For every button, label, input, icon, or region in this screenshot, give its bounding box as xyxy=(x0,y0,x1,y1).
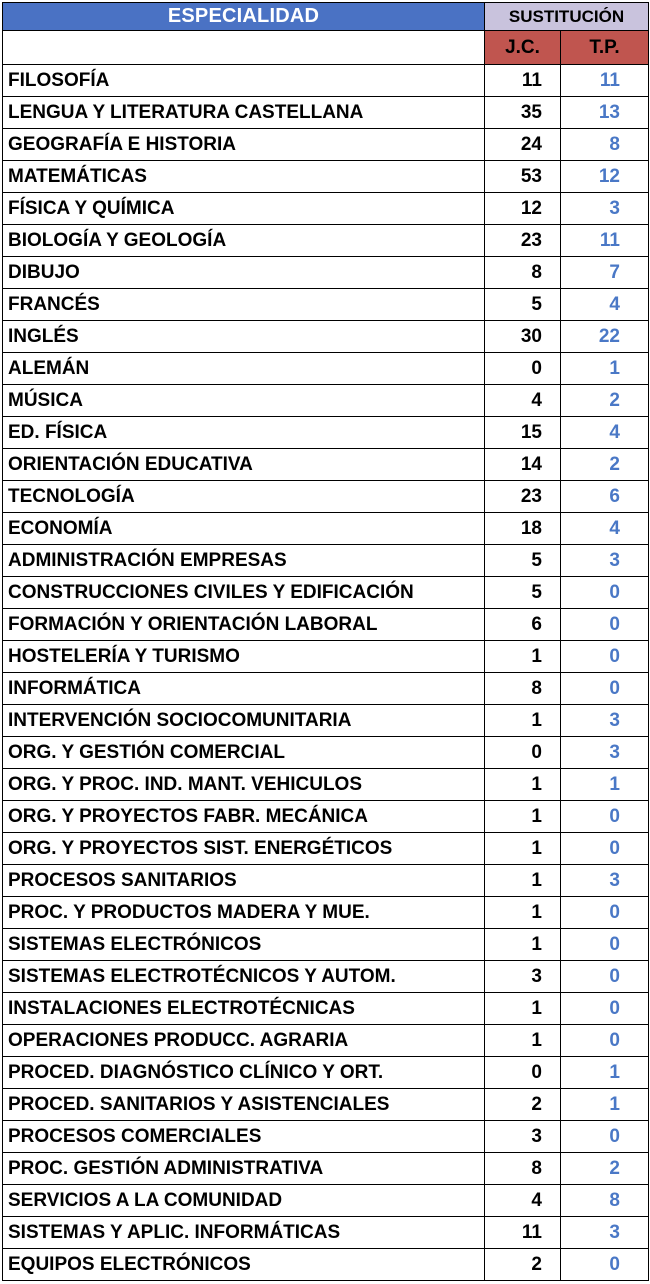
table-row xyxy=(3,225,649,257)
jc-header[interactable]: J.C. xyxy=(485,31,561,65)
tp-cell[interactable]: 7 xyxy=(561,257,649,289)
tp-cell[interactable]: 0 xyxy=(561,1249,649,1281)
tp-cell[interactable]: 22 xyxy=(561,321,649,353)
especialidad-cell[interactable]: SISTEMAS ELECTRÓNICOS xyxy=(3,929,485,961)
jc-cell[interactable]: 18 xyxy=(485,513,561,545)
jc-cell[interactable]: 3 xyxy=(485,1121,561,1153)
jc-cell[interactable]: 2 xyxy=(485,1249,561,1281)
especialidad-cell[interactable]: SISTEMAS Y APLIC. INFORMÁTICAS xyxy=(3,1217,485,1249)
table-row xyxy=(3,673,649,705)
table-row xyxy=(3,577,649,609)
especialidad-cell[interactable]: ORIENTACIÓN EDUCATIVA xyxy=(3,449,485,481)
especialidad-cell[interactable]: TECNOLOGÍA xyxy=(3,481,485,513)
tp-cell[interactable]: 11 xyxy=(561,65,649,97)
tp-cell[interactable]: 3 xyxy=(561,705,649,737)
especialidad-cell[interactable]: GEOGRAFÍA E HISTORIA xyxy=(3,129,485,161)
especialidad-cell[interactable]: PROCESOS SANITARIOS xyxy=(3,865,485,897)
especialidad-cell[interactable]: MATEMÁTICAS xyxy=(3,161,485,193)
table-row xyxy=(3,801,649,833)
tp-cell[interactable]: 6 xyxy=(561,481,649,513)
jc-cell[interactable]: 23 xyxy=(485,481,561,513)
jc-cell[interactable]: 15 xyxy=(485,417,561,449)
tp-cell[interactable]: 4 xyxy=(561,289,649,321)
table-row xyxy=(3,193,649,225)
jc-cell[interactable]: 0 xyxy=(485,1057,561,1089)
tp-cell[interactable]: 11 xyxy=(561,225,649,257)
table-row xyxy=(3,481,649,513)
table-row xyxy=(3,865,649,897)
especialidad-cell[interactable]: PROCESOS COMERCIALES xyxy=(3,1121,485,1153)
table-row xyxy=(3,65,649,97)
tp-cell[interactable]: 0 xyxy=(561,801,649,833)
especialidad-cell[interactable]: EQUIPOS ELECTRÓNICOS xyxy=(3,1249,485,1281)
table-row xyxy=(3,961,649,993)
especialidad-cell[interactable]: PROCED. SANITARIOS Y ASISTENCIALES xyxy=(3,1089,485,1121)
jc-cell[interactable]: 24 xyxy=(485,129,561,161)
tp-cell[interactable]: 1 xyxy=(561,769,649,801)
especialidad-cell[interactable]: INFORMÁTICA xyxy=(3,673,485,705)
especialidad-cell[interactable]: ALEMÁN xyxy=(3,353,485,385)
jc-cell[interactable]: 8 xyxy=(485,257,561,289)
especialidad-cell[interactable]: ORG. Y PROC. IND. MANT. VEHICULOS xyxy=(3,769,485,801)
jc-cell[interactable]: 2 xyxy=(485,1089,561,1121)
especialidad-cell[interactable]: BIOLOGÍA Y GEOLOGÍA xyxy=(3,225,485,257)
tp-cell[interactable]: 0 xyxy=(561,833,649,865)
jc-cell[interactable]: 1 xyxy=(485,897,561,929)
jc-cell[interactable]: 3 xyxy=(485,961,561,993)
jc-cell[interactable]: 1 xyxy=(485,705,561,737)
jc-cell[interactable]: 5 xyxy=(485,577,561,609)
tp-cell[interactable]: 1 xyxy=(561,1089,649,1121)
tp-cell[interactable]: 1 xyxy=(561,1057,649,1089)
jc-cell[interactable]: 4 xyxy=(485,385,561,417)
jc-cell[interactable]: 23 xyxy=(485,225,561,257)
jc-cell[interactable]: 6 xyxy=(485,609,561,641)
table-row xyxy=(3,897,649,929)
jc-cell[interactable]: 11 xyxy=(485,1217,561,1249)
tp-cell[interactable]: 0 xyxy=(561,673,649,705)
especialidad-header[interactable]: ESPECIALIDAD xyxy=(3,3,485,31)
especialidad-cell[interactable]: PROC. GESTIÓN ADMINISTRATIVA xyxy=(3,1153,485,1185)
table-body xyxy=(3,65,649,1281)
table-row xyxy=(3,1121,649,1153)
tp-cell[interactable]: 4 xyxy=(561,513,649,545)
especialidad-cell[interactable]: FILOSOFÍA xyxy=(3,65,485,97)
tp-cell[interactable]: 2 xyxy=(561,1153,649,1185)
table-row xyxy=(3,737,649,769)
tp-cell[interactable]: 0 xyxy=(561,609,649,641)
jc-cell[interactable]: 1 xyxy=(485,769,561,801)
table-row xyxy=(3,161,649,193)
tp-cell[interactable]: 0 xyxy=(561,993,649,1025)
blank-header-cell[interactable] xyxy=(3,31,485,65)
especialidad-cell[interactable]: SERVICIOS A LA COMUNIDAD xyxy=(3,1185,485,1217)
table-row xyxy=(3,545,649,577)
especialidad-cell[interactable]: INTERVENCIÓN SOCIOCOMUNITARIA xyxy=(3,705,485,737)
tp-cell[interactable]: 0 xyxy=(561,641,649,673)
table-row xyxy=(3,1153,649,1185)
tp-cell[interactable]: 0 xyxy=(561,1025,649,1057)
table-row xyxy=(3,1217,649,1249)
especialidad-cell[interactable]: FRANCÉS xyxy=(3,289,485,321)
especialidad-cell[interactable]: LENGUA Y LITERATURA CASTELLANA xyxy=(3,97,485,129)
jc-cell[interactable]: 1 xyxy=(485,865,561,897)
jc-cell[interactable]: 11 xyxy=(485,65,561,97)
tp-cell[interactable]: 8 xyxy=(561,1185,649,1217)
especialidad-cell[interactable]: SISTEMAS ELECTROTÉCNICOS Y AUTOM. xyxy=(3,961,485,993)
jc-cell[interactable]: 1 xyxy=(485,929,561,961)
especialidad-cell[interactable]: INSTALACIONES ELECTROTÉCNICAS xyxy=(3,993,485,1025)
jc-cell[interactable]: 8 xyxy=(485,673,561,705)
tp-cell[interactable]: 0 xyxy=(561,897,649,929)
table-row xyxy=(3,129,649,161)
tp-cell[interactable]: 3 xyxy=(561,865,649,897)
table-row xyxy=(3,1057,649,1089)
table-row xyxy=(3,993,649,1025)
tp-cell[interactable]: 0 xyxy=(561,929,649,961)
tp-cell[interactable]: 8 xyxy=(561,129,649,161)
header-row xyxy=(3,3,649,31)
table-row xyxy=(3,1025,649,1057)
table-row xyxy=(3,1249,649,1281)
tp-cell[interactable]: 4 xyxy=(561,417,649,449)
especialidad-cell[interactable]: MÚSICA xyxy=(3,385,485,417)
table-row xyxy=(3,449,649,481)
jc-cell[interactable]: 53 xyxy=(485,161,561,193)
table-row xyxy=(3,257,649,289)
jc-cell[interactable]: 1 xyxy=(485,801,561,833)
table-row xyxy=(3,929,649,961)
jc-cell[interactable]: 5 xyxy=(485,289,561,321)
tp-header[interactable]: T.P. xyxy=(561,31,649,65)
especialidad-cell[interactable]: PROCED. DIAGNÓSTICO CLÍNICO Y ORT. xyxy=(3,1057,485,1089)
table-row xyxy=(3,641,649,673)
especialidad-cell[interactable]: ED. FÍSICA xyxy=(3,417,485,449)
tp-cell[interactable]: 3 xyxy=(561,737,649,769)
subheader-row xyxy=(3,31,649,65)
tp-cell[interactable]: 2 xyxy=(561,385,649,417)
jc-cell[interactable]: 35 xyxy=(485,97,561,129)
tp-cell[interactable]: 13 xyxy=(561,97,649,129)
table-row xyxy=(3,1185,649,1217)
table-row xyxy=(3,769,649,801)
table-row xyxy=(3,513,649,545)
especialidad-cell[interactable]: ECONOMÍA xyxy=(3,513,485,545)
tp-cell[interactable]: 0 xyxy=(561,1121,649,1153)
tp-cell[interactable]: 3 xyxy=(561,545,649,577)
especialidad-cell[interactable]: ORG. Y PROYECTOS SIST. ENERGÉTICOS xyxy=(3,833,485,865)
table-row xyxy=(3,97,649,129)
especialidad-cell[interactable]: ORG. Y GESTIÓN COMERCIAL xyxy=(3,737,485,769)
tp-cell[interactable]: 0 xyxy=(561,577,649,609)
especialidad-cell[interactable]: FÍSICA Y QUÍMICA xyxy=(3,193,485,225)
jc-cell[interactable]: 0 xyxy=(485,737,561,769)
especialidad-cell[interactable]: PROC. Y PRODUCTOS MADERA Y MUE. xyxy=(3,897,485,929)
table-row xyxy=(3,417,649,449)
especialidad-cell[interactable]: FORMACIÓN Y ORIENTACIÓN LABORAL xyxy=(3,609,485,641)
tp-cell[interactable]: 3 xyxy=(561,193,649,225)
jc-cell[interactable]: 5 xyxy=(485,545,561,577)
jc-cell[interactable]: 1 xyxy=(485,993,561,1025)
jc-cell[interactable]: 30 xyxy=(485,321,561,353)
jc-cell[interactable]: 1 xyxy=(485,641,561,673)
especialidad-cell[interactable]: INGLÉS xyxy=(3,321,485,353)
table-row xyxy=(3,609,649,641)
especialidad-cell[interactable]: HOSTELERÍA Y TURISMO xyxy=(3,641,485,673)
jc-cell[interactable]: 14 xyxy=(485,449,561,481)
especialidad-cell[interactable]: ORG. Y PROYECTOS FABR. MECÁNICA xyxy=(3,801,485,833)
especialidad-cell[interactable]: ADMINISTRACIÓN EMPRESAS xyxy=(3,545,485,577)
especialidad-cell[interactable]: OPERACIONES PRODUCC. AGRARIA xyxy=(3,1025,485,1057)
jc-cell[interactable]: 0 xyxy=(485,353,561,385)
jc-cell[interactable]: 4 xyxy=(485,1185,561,1217)
tp-cell[interactable]: 2 xyxy=(561,449,649,481)
tp-cell[interactable]: 0 xyxy=(561,961,649,993)
table-row xyxy=(3,705,649,737)
especialidad-table xyxy=(2,2,649,1281)
sustitucion-header[interactable]: SUSTITUCIÓN xyxy=(485,3,649,31)
table-row xyxy=(3,833,649,865)
table-row xyxy=(3,1089,649,1121)
jc-cell[interactable]: 12 xyxy=(485,193,561,225)
especialidad-cell[interactable]: DIBUJO xyxy=(3,257,485,289)
jc-cell[interactable]: 8 xyxy=(485,1153,561,1185)
tp-cell[interactable]: 12 xyxy=(561,161,649,193)
table-row xyxy=(3,289,649,321)
jc-cell[interactable]: 1 xyxy=(485,833,561,865)
tp-cell[interactable]: 3 xyxy=(561,1217,649,1249)
jc-cell[interactable]: 1 xyxy=(485,1025,561,1057)
especialidad-cell[interactable]: CONSTRUCCIONES CIVILES Y EDIFICACIÓN xyxy=(3,577,485,609)
table-row xyxy=(3,321,649,353)
table-row xyxy=(3,353,649,385)
table-row xyxy=(3,385,649,417)
tp-cell[interactable]: 1 xyxy=(561,353,649,385)
